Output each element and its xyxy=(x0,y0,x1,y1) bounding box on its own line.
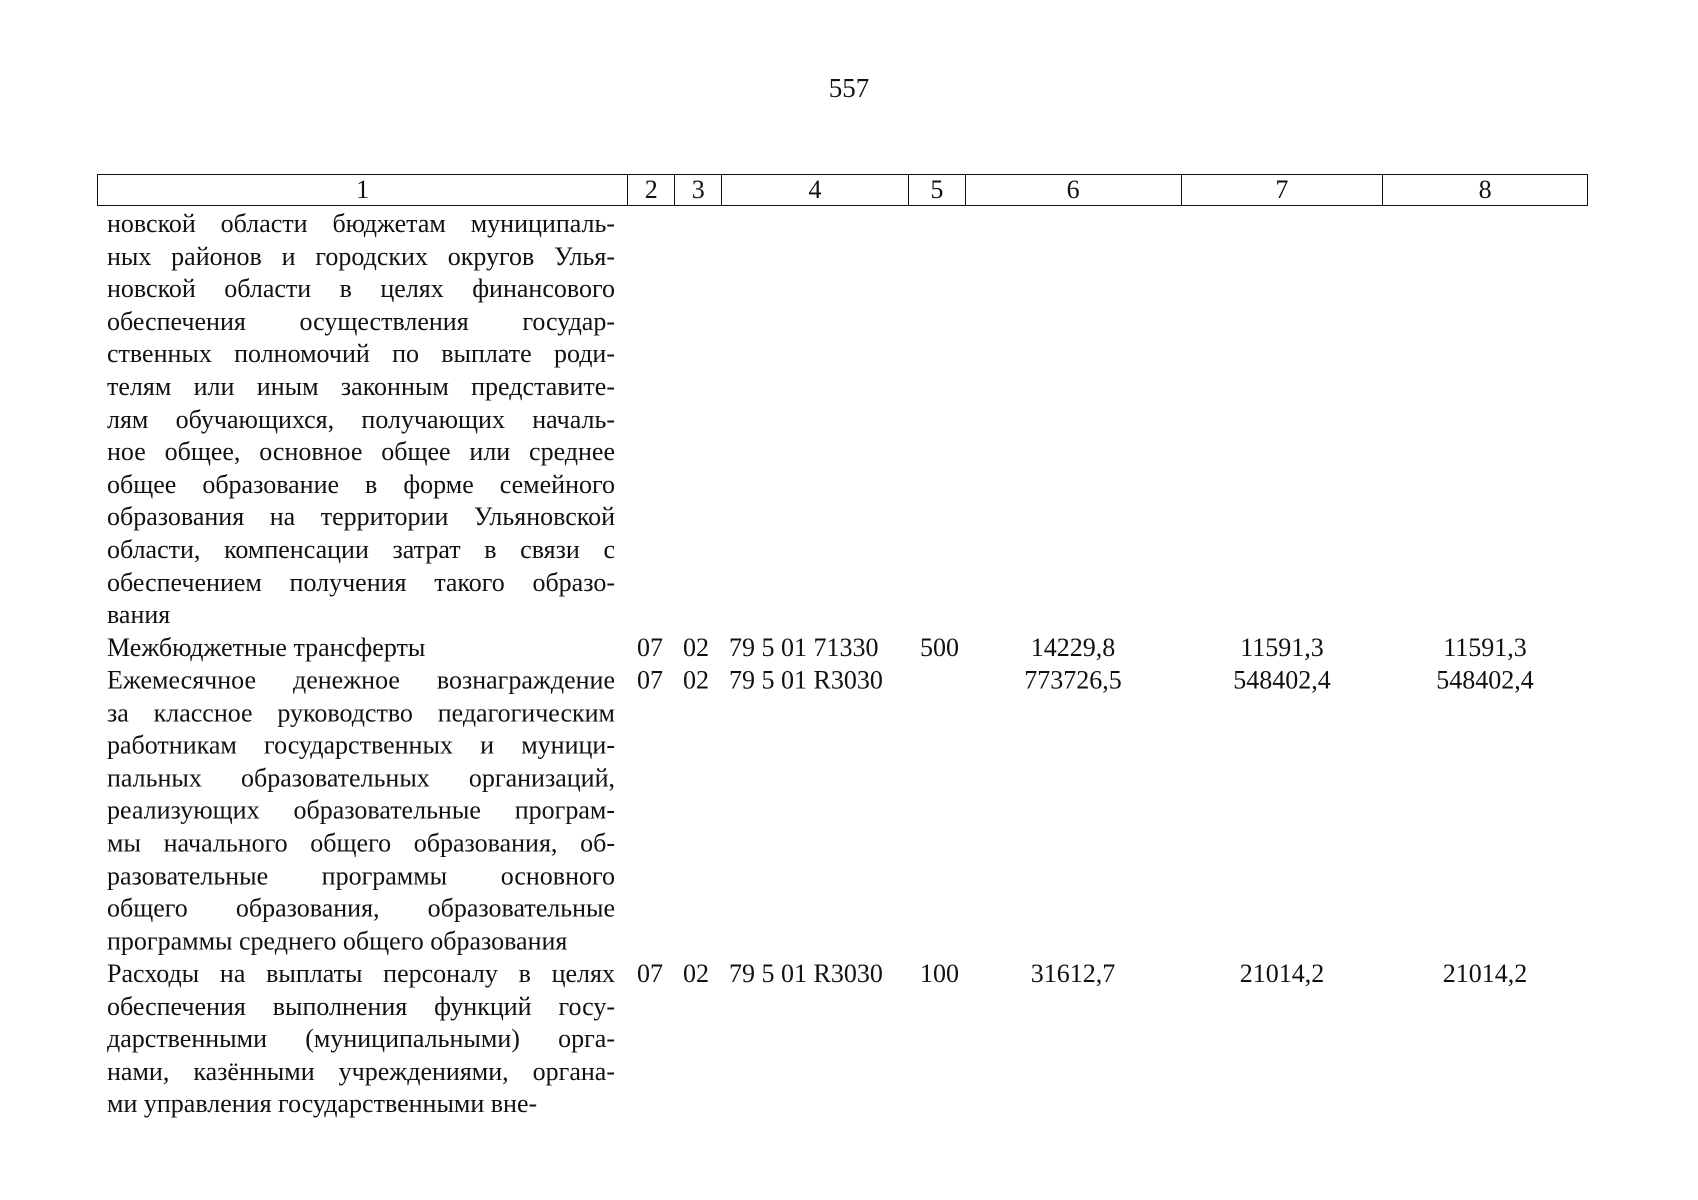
description-line: дарственными (муниципальными) орга- xyxy=(107,1023,615,1053)
description-line: вания xyxy=(107,600,171,630)
amount-col-6: 773726,5 xyxy=(1024,665,1122,695)
amount-col-6: 14229,8 xyxy=(1030,632,1116,662)
description-line: общее образование в форме семейного xyxy=(107,469,615,499)
description-line: ное общее, основное общее или среднее xyxy=(107,437,615,467)
description-line: области, компенсации затрат в связи с xyxy=(107,534,615,564)
description-line: ных районов и городских округов Улья- xyxy=(107,241,615,271)
description-line: работникам государственных и муници- xyxy=(107,730,615,760)
description-line: образования на территории Ульяновской xyxy=(107,502,615,532)
row-description xyxy=(107,958,615,1121)
target-item-code: 79 5 01 71330 xyxy=(729,632,879,662)
description-line: Расходы на выплаты персоналу в целях xyxy=(107,958,615,988)
description-line: новской области бюджетам муниципаль- xyxy=(107,209,615,238)
amount-col-8: 11591,3 xyxy=(1443,632,1527,662)
header-col-3: 3 xyxy=(675,175,722,205)
amount-col-8: 21014,2 xyxy=(1442,958,1528,988)
table-header xyxy=(97,174,1588,206)
expense-type-code: 100 xyxy=(920,958,959,988)
section-code: 07 xyxy=(637,632,663,662)
description-line: обеспечением получения такого образо- xyxy=(107,567,615,597)
amount-col-8: 548402,4 xyxy=(1436,665,1534,695)
section-code: 07 xyxy=(637,958,663,988)
target-item-code: 79 5 01 R3030 xyxy=(729,958,883,988)
header-col-8: 8 xyxy=(1478,175,1492,204)
amount-col-6: 31612,7 xyxy=(1030,958,1116,988)
subsection-code: 02 xyxy=(683,632,709,662)
description-line: за классное руководство педагогическим xyxy=(107,697,615,727)
header-col-5: 5 xyxy=(909,175,966,205)
amount-col-7: 11591,3 xyxy=(1240,632,1324,662)
description-line: лям обучающихся, получающих началь- xyxy=(107,404,615,434)
target-item-code: 79 5 01 R3030 xyxy=(729,665,883,695)
amount-col-7: 21014,2 xyxy=(1239,958,1325,988)
subsection-code: 02 xyxy=(683,958,709,988)
row-description xyxy=(107,664,615,957)
description-line: мы начального общего образования, об- xyxy=(107,828,615,858)
description-line: ственных полномочий по выплате роди- xyxy=(107,339,615,369)
description-line: пальных образовательных организаций, xyxy=(107,763,615,793)
page-number: 557 xyxy=(828,73,870,103)
header-col-6: 6 xyxy=(966,175,1182,205)
description-line: ми управления государственными вне- xyxy=(107,1089,538,1119)
description-line: новской области в целях финансового xyxy=(107,274,615,304)
description-line: программы среднего общего образования xyxy=(107,926,568,956)
header-col-4: 4 xyxy=(722,175,909,205)
subsection-code: 02 xyxy=(683,665,709,695)
description-line: реализующих образовательные програм- xyxy=(107,795,615,825)
description-line: Межбюджетные трансферты xyxy=(107,632,426,662)
description-line: телям или иным законным представите- xyxy=(107,371,615,401)
header-col-7: 7 xyxy=(1182,175,1384,205)
row-description xyxy=(107,208,615,632)
header-col-1: 1 xyxy=(98,175,628,205)
description-line: общего образования, образовательные xyxy=(107,893,615,923)
description-line: нами, казёнными учреждениями, органа- xyxy=(107,1056,615,1086)
section-code: 07 xyxy=(637,665,663,695)
expense-type-code: 500 xyxy=(920,632,959,662)
description-line: Ежемесячное денежное вознаграждение xyxy=(107,665,615,695)
description-line: разовательные программы основного xyxy=(107,860,615,890)
row-description xyxy=(107,632,615,665)
description-line: обеспечения осуществления государ- xyxy=(107,306,615,336)
description-line: обеспечения выполнения функций госу- xyxy=(107,991,615,1021)
amount-col-7: 548402,4 xyxy=(1233,665,1331,695)
header-col-2: 2 xyxy=(628,175,675,205)
